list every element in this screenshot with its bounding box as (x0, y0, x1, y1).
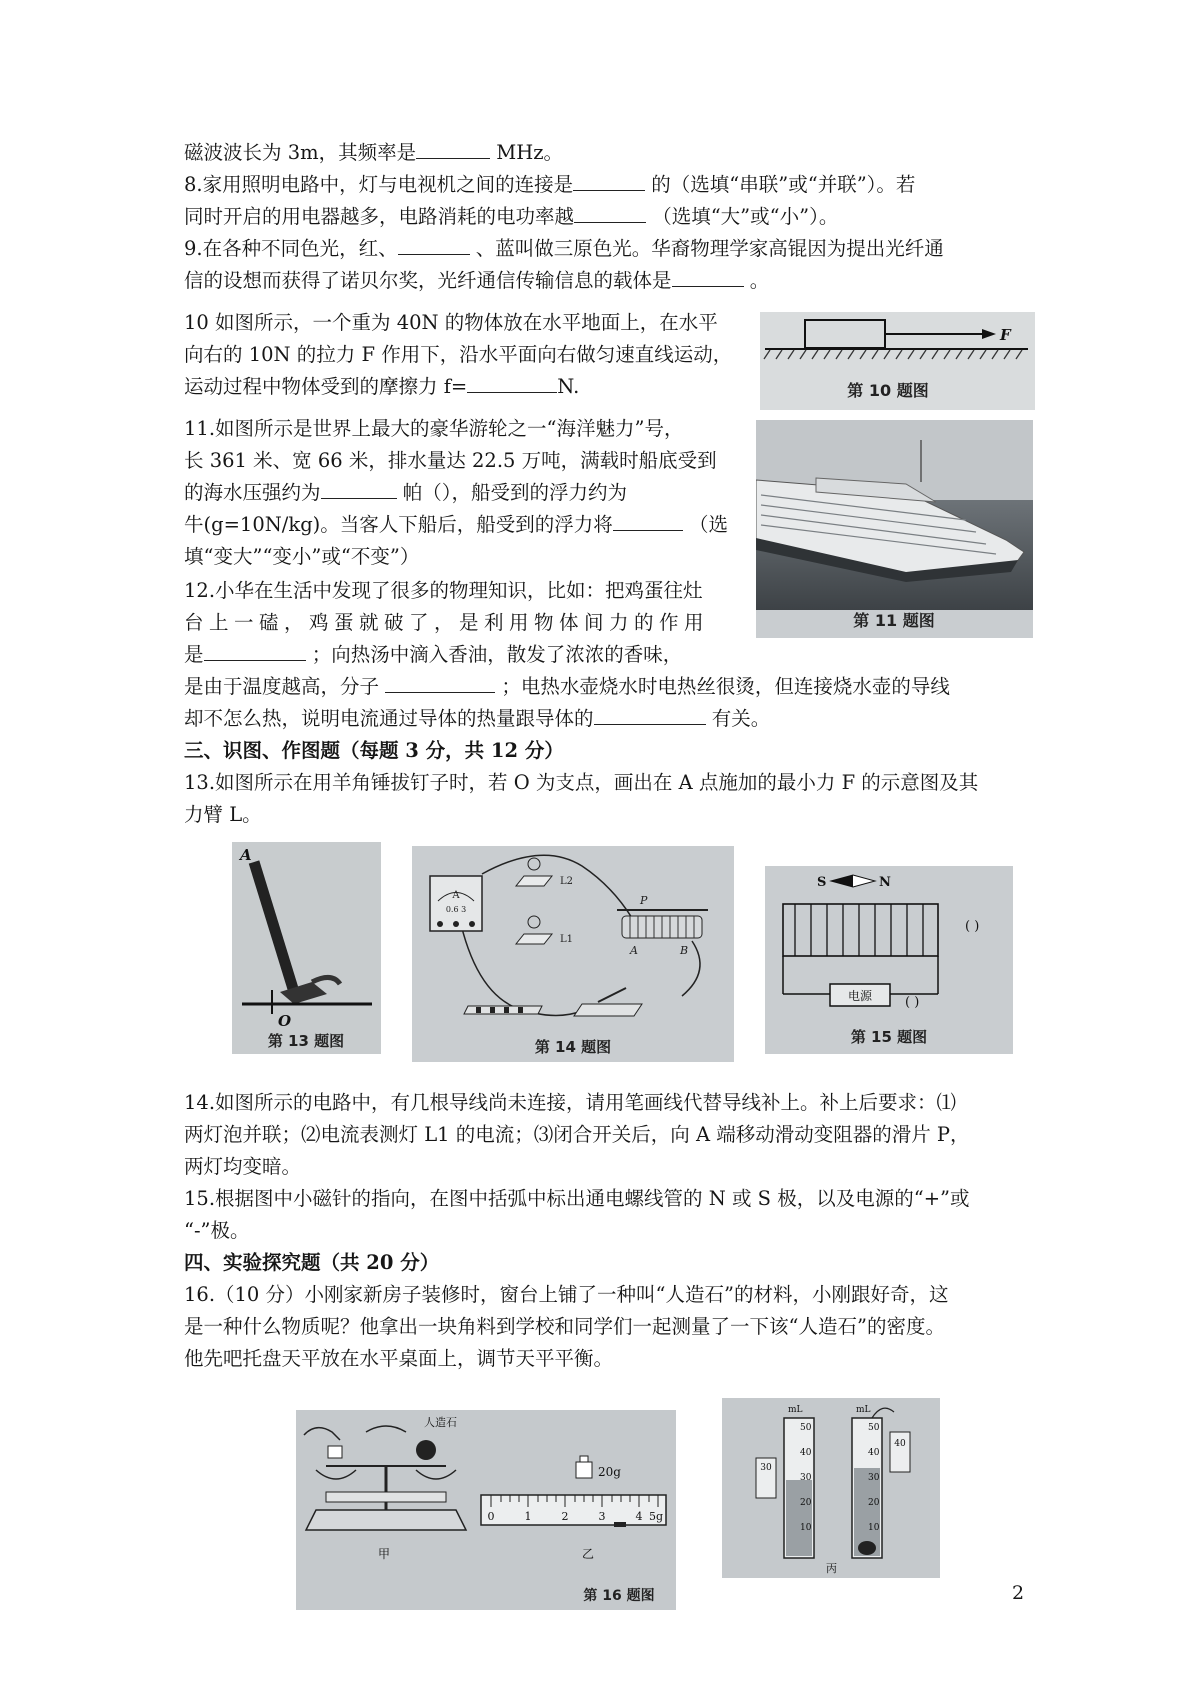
figure-16-cylinders (722, 1398, 940, 1578)
figure-14-caption: 第 14 题图 (534, 1038, 612, 1056)
question-12-line3: 是 ；向热汤中滴入香油，散发了浓浓的香味， (184, 643, 683, 666)
answer-blank[interactable] (416, 140, 490, 159)
figure-10-caption: 第 10 题图 (847, 381, 929, 400)
answer-blank[interactable] (385, 674, 495, 693)
zoom-reading: 40 (894, 1439, 906, 1449)
question-11-line1: 11.如图所示是世界上最大的豪华游轮之一“海洋魅力”号， (184, 417, 684, 440)
question-12-line4: 是由于温度越高，分子 ；电热水壶烧水时电热丝很烫，但连接烧水壶的导线 (184, 675, 950, 698)
force-label: F (1000, 326, 1011, 344)
power-label: 电源 (847, 989, 873, 1003)
ruler-tick-label: 1 (524, 1510, 532, 1523)
answer-blank[interactable] (321, 480, 397, 499)
question-8-line1: 8.家用照明电路中，灯与电视机之间的连接是 的（选填“串联”或“并联”）。若 (184, 173, 916, 196)
question-11-line5: 填“变大”“变小”或“不变”） (184, 545, 420, 568)
figure-13 (232, 842, 381, 1054)
answer-blank[interactable] (594, 706, 706, 725)
point-o-label: O (278, 1012, 292, 1030)
stone-label: 人造石 (424, 1416, 457, 1429)
question-14-line2: 两灯泡并联；⑵电流表测灯 L1 的电流；⑶闭合开关后，向 A 端移动滑动变阻器的滑片 P， (184, 1123, 970, 1146)
question-16-line2: 是一种什么物质呢？他拿出一块角料到学校和同学们一起测量了一下该“人造石”的密度。 (184, 1315, 945, 1338)
power-pole-bracket: ( ) (905, 995, 920, 1010)
zoom-reading: 30 (760, 1463, 772, 1473)
figure-10 (760, 312, 1035, 410)
cylinder-tick: 40 (868, 1448, 880, 1458)
question-12-line1: 12.小华在生活中发现了很多的物理知识，比如：把鸡蛋往灶 (184, 579, 703, 602)
question-12-line5: 却不怎么热，说明电流通过导体的热量跟导体的 有关。 (184, 707, 771, 730)
figure-11 (756, 420, 1033, 638)
question-16-line3: 他先吧托盘天平放在水平桌面上，调节天平平衡。 (184, 1347, 614, 1370)
label-yi: 乙 (582, 1547, 595, 1561)
lamp-l2-label: L2 (560, 876, 574, 887)
point-a-label: A (240, 846, 252, 864)
question-13-line1: 13.如图所示在用羊角锤拔钉子时，若 O 为支点，画出在 A 点施加的最小力 F 的示意图及其 (184, 771, 979, 794)
question-10-line1: 10 如图所示，一个重为 40N 的物体放在水平地面上，在水平 (184, 311, 718, 334)
question-11-line4: 牛(g=10N/kg)。当客人下船后，船受到的浮力将 （选 (184, 513, 728, 536)
figure-16-caption: 第 16 题图 (583, 1588, 655, 1604)
ruler-tick-label: 0 (487, 1510, 495, 1523)
ruler-tick-label: 4 (635, 1510, 643, 1523)
cylinder-tick: 40 (800, 1448, 812, 1458)
question-12-line2: 台上一磕，鸡蛋就破了，是利用物体间力的作用 (184, 611, 710, 634)
section-3-heading: 三、识图、作图题（每题 3 分，共 12 分） (184, 739, 564, 762)
solenoid-pole-bracket: ( ) (965, 919, 980, 934)
terminal-b-label: B (680, 944, 689, 957)
cylinder-tick: 50 (800, 1423, 812, 1433)
question-15-line1: 15.根据图中小磁针的指向，在图中括弧中标出通电螺线管的 N 或 S 极，以及电源的“+”或 (184, 1187, 970, 1210)
figure-15 (765, 866, 1013, 1054)
answer-blank[interactable] (204, 642, 306, 661)
figure-15-caption: 第 15 题图 (850, 1028, 928, 1046)
cylinder-tick: 10 (868, 1523, 880, 1533)
answer-blank[interactable] (672, 268, 744, 287)
question-9-line2: 信的设想而获得了诺贝尔奖，光纤通信传输信息的载体是 。 (184, 269, 770, 292)
figure-11-caption: 第 11 题图 (853, 611, 935, 630)
section-4-heading: 四、实验探究题（共 20 分） (184, 1251, 440, 1274)
question-14-line1: 14.如图所示的电路中，有几根导线尚未连接，请用笔画线代替导线补上。补上后要求：⑴ (184, 1091, 957, 1114)
question-16-line1: 16.（10 分）小刚家新房子装修时，窗台上铺了一种叫“人造石”的材料，小刚跟好奇，这 (184, 1283, 949, 1306)
terminal-a-label: A (630, 944, 638, 957)
ammeter-scale: 0.6 3 (445, 905, 467, 914)
question-8-line2: 同时开启的用电器越多，电路消耗的电功率越 （选填“大”或“小”）。 (184, 205, 839, 228)
answer-blank[interactable] (467, 374, 557, 393)
slider-p-label: P (640, 894, 648, 907)
question-15-line2: “-”极。 (184, 1219, 250, 1242)
question-11-line2: 长 361 米、宽 66 米，排水量达 22.5 万吨，满载时船底受到 (184, 449, 717, 472)
answer-blank[interactable] (573, 172, 645, 191)
ruler-tick-label: 2 (561, 1510, 569, 1523)
cylinder-tick: 20 (800, 1498, 812, 1508)
needle-n-label: N (879, 875, 891, 890)
ruler-tick-label: 5g (648, 1510, 664, 1523)
figure-13-caption: 第 13 题图 (267, 1032, 345, 1050)
cylinder-unit: mL (856, 1405, 871, 1415)
answer-blank[interactable] (398, 236, 470, 255)
question-11-line3: 的海水压强约为 帕（），船受到的浮力约为 (184, 481, 627, 504)
cylinder-tick: 30 (868, 1473, 880, 1483)
cylinder-tick: 10 (800, 1523, 812, 1533)
ruler-tick-label: 3 (598, 1510, 606, 1523)
question-13-line2: 力臂 L。 (184, 803, 262, 826)
answer-blank[interactable] (574, 204, 646, 223)
text-line: 磁波波长为 3m，其频率是 MHz。 (184, 141, 564, 164)
cylinder-tick: 20 (868, 1498, 880, 1508)
cylinder-tick: 30 (800, 1473, 812, 1483)
weight-label: 20g (598, 1465, 621, 1479)
question-9-line1: 9.在各种不同色光，红、 、蓝叫做三原色光。华裔物理学家高锟因为提出光纤通 (184, 237, 944, 260)
label-bing: 丙 (826, 1562, 837, 1575)
answer-blank[interactable] (613, 512, 683, 531)
question-10-line3: 运动过程中物体受到的摩擦力 f= N. (184, 375, 580, 398)
cylinder-unit: mL (788, 1405, 803, 1415)
figure-14 (412, 846, 734, 1062)
cylinder-tick: 50 (868, 1423, 880, 1433)
question-14-line3: 两灯均变暗。 (184, 1155, 302, 1178)
ammeter-symbol: A (452, 890, 460, 901)
page-number: 2 (1012, 1582, 1025, 1604)
question-10-line2: 向右的 10N 的拉力 F 作用下，沿水平面向右做匀速直线运动， (184, 343, 733, 366)
figure-16-balance (296, 1410, 676, 1610)
lamp-l1-label: L1 (560, 934, 574, 945)
needle-s-label: S (817, 875, 827, 890)
label-jia: 甲 (378, 1547, 391, 1561)
